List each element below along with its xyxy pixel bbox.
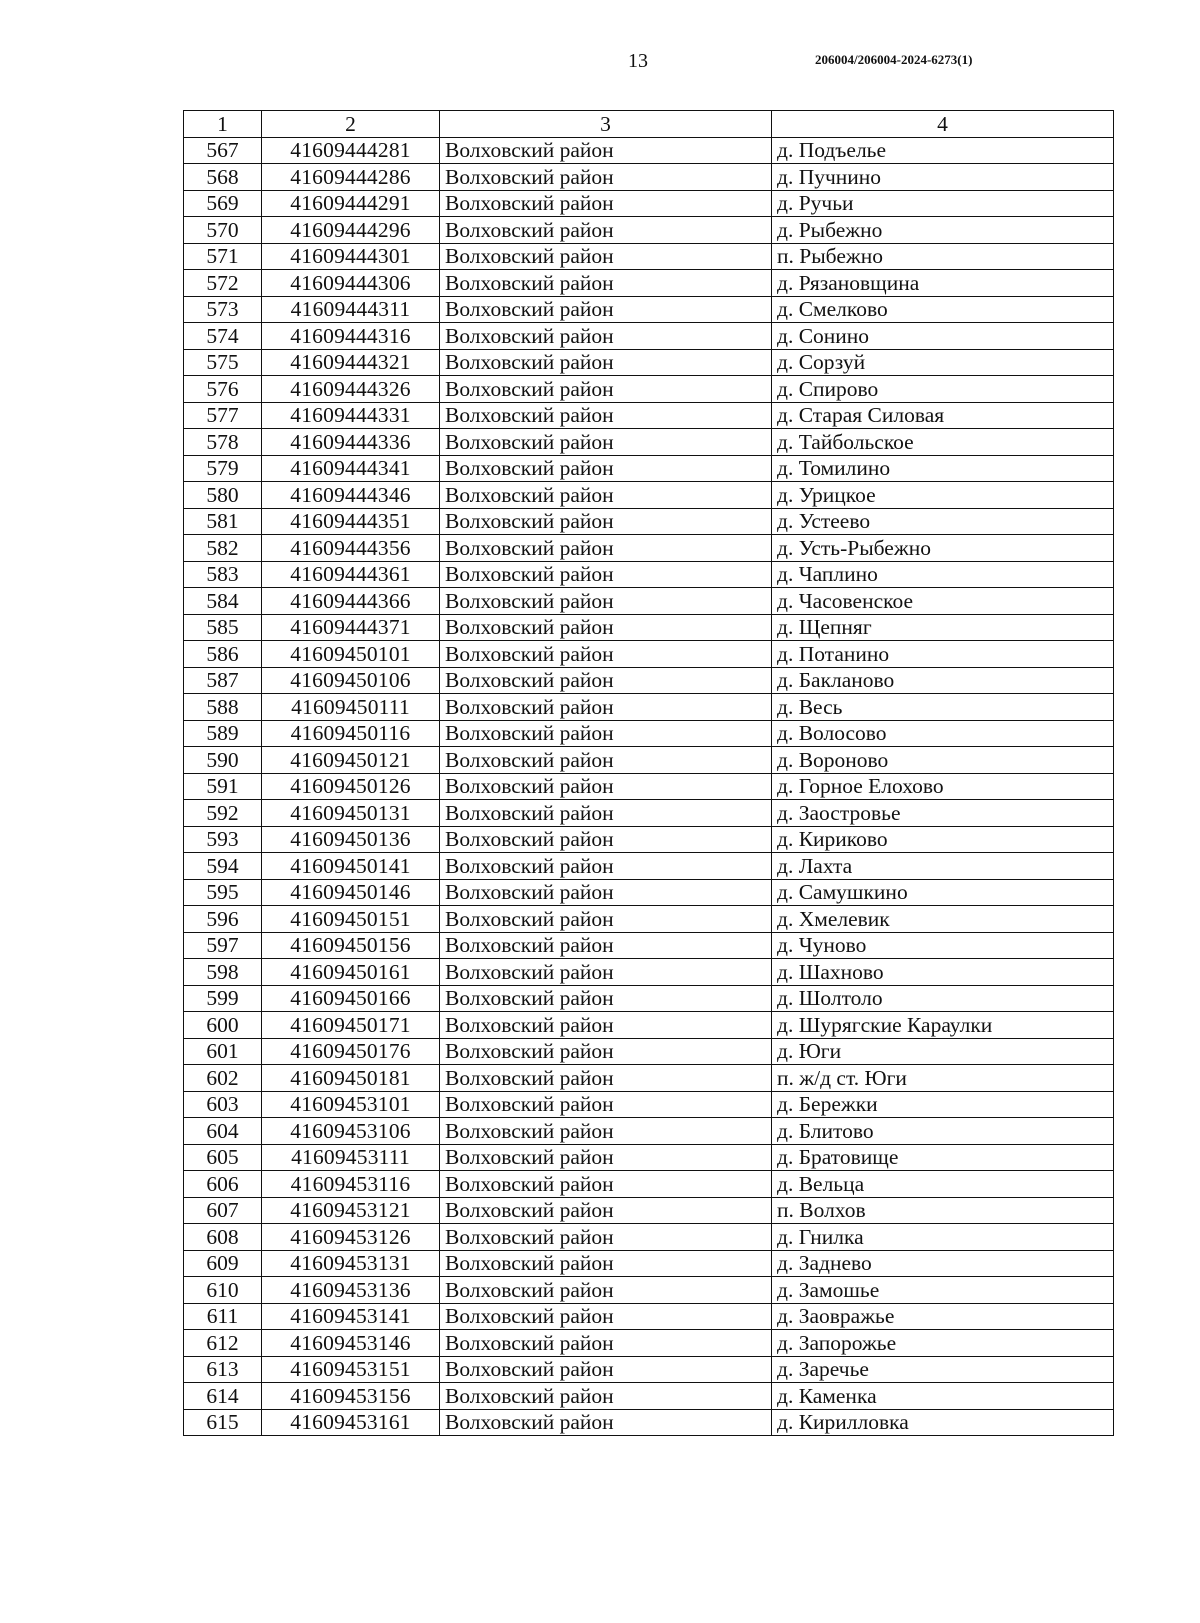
row-number-cell: 581 [184, 508, 262, 535]
settlement-cell: д. Хмелевик [772, 906, 1114, 933]
settlement-cell: д. Весь [772, 694, 1114, 721]
row-number-cell: 613 [184, 1356, 262, 1383]
region-cell: Волховский район [440, 1012, 772, 1039]
table-row [184, 270, 1114, 297]
row-number-cell: 579 [184, 455, 262, 482]
oktmo-code-cell: 41609453111 [262, 1144, 440, 1171]
region-cell: Волховский район [440, 429, 772, 456]
table-row [184, 853, 1114, 880]
table-body [184, 137, 1114, 1436]
settlement-cell: д. Заовражье [772, 1303, 1114, 1330]
settlement-cell: д. Волосово [772, 720, 1114, 747]
oktmo-code-cell: 41609444351 [262, 508, 440, 535]
table-row [184, 1356, 1114, 1383]
row-number-cell: 608 [184, 1224, 262, 1251]
column-header-2: 2 [262, 111, 440, 138]
settlement-cell: д. Бакланово [772, 667, 1114, 694]
oktmo-code-cell: 41609444371 [262, 614, 440, 641]
table-row [184, 217, 1114, 244]
row-number-cell: 580 [184, 482, 262, 509]
row-number-cell: 585 [184, 614, 262, 641]
oktmo-code-cell: 41609450171 [262, 1012, 440, 1039]
table-row [184, 747, 1114, 774]
oktmo-code-cell: 41609444346 [262, 482, 440, 509]
oktmo-code-cell: 41609453126 [262, 1224, 440, 1251]
settlement-cell: д. Юги [772, 1038, 1114, 1065]
region-cell: Волховский район [440, 720, 772, 747]
oktmo-code-cell: 41609444361 [262, 561, 440, 588]
region-cell: Волховский район [440, 482, 772, 509]
settlement-cell: д. Чуново [772, 932, 1114, 959]
region-cell: Волховский район [440, 614, 772, 641]
table-header [184, 111, 1114, 138]
region-cell: Волховский район [440, 879, 772, 906]
row-number-cell: 611 [184, 1303, 262, 1330]
region-cell: Волховский район [440, 641, 772, 668]
row-number-cell: 594 [184, 853, 262, 880]
row-number-cell: 576 [184, 376, 262, 403]
region-cell: Волховский район [440, 243, 772, 270]
oktmo-code-cell: 41609450176 [262, 1038, 440, 1065]
row-number-cell: 578 [184, 429, 262, 456]
region-cell: Волховский район [440, 959, 772, 986]
table-row [184, 482, 1114, 509]
row-number-cell: 589 [184, 720, 262, 747]
row-number-cell: 591 [184, 773, 262, 800]
settlement-cell: д. Сонино [772, 323, 1114, 350]
settlement-cell: д. Спирово [772, 376, 1114, 403]
table-row [184, 694, 1114, 721]
region-cell: Волховский район [440, 270, 772, 297]
region-cell: Волховский район [440, 1224, 772, 1251]
row-number-cell: 574 [184, 323, 262, 350]
settlement-cell: п. ж/д ст. Юги [772, 1065, 1114, 1092]
oktmo-code-cell: 41609450146 [262, 879, 440, 906]
region-cell: Волховский район [440, 1250, 772, 1277]
row-number-cell: 572 [184, 270, 262, 297]
region-cell: Волховский район [440, 667, 772, 694]
table-row [184, 773, 1114, 800]
region-cell: Волховский район [440, 1383, 772, 1410]
row-number-cell: 575 [184, 349, 262, 376]
region-cell: Волховский район [440, 402, 772, 429]
oktmo-code-cell: 41609453161 [262, 1409, 440, 1436]
table-row [184, 1250, 1114, 1277]
oktmo-code-cell: 41609453151 [262, 1356, 440, 1383]
row-number-cell: 567 [184, 137, 262, 164]
oktmo-code-cell: 41609444356 [262, 535, 440, 562]
row-number-cell: 584 [184, 588, 262, 615]
oktmo-code-cell: 41609453106 [262, 1118, 440, 1145]
table-row [184, 800, 1114, 827]
settlement-cell: д. Тайбольское [772, 429, 1114, 456]
oktmo-code-cell: 41609450181 [262, 1065, 440, 1092]
column-header-4: 4 [772, 111, 1114, 138]
oktmo-code-cell: 41609453156 [262, 1383, 440, 1410]
oktmo-code-cell: 41609450141 [262, 853, 440, 880]
column-header-3: 3 [440, 111, 772, 138]
table-row [184, 1091, 1114, 1118]
region-cell: Волховский район [440, 800, 772, 827]
row-number-cell: 571 [184, 243, 262, 270]
row-number-cell: 596 [184, 906, 262, 933]
row-number-cell: 610 [184, 1277, 262, 1304]
row-number-cell: 606 [184, 1171, 262, 1198]
settlement-cell: д. Урицкое [772, 482, 1114, 509]
page-number: 13 [628, 50, 648, 72]
table-row [184, 429, 1114, 456]
oktmo-code-cell: 41609453131 [262, 1250, 440, 1277]
row-number-cell: 612 [184, 1330, 262, 1357]
oktmo-code-cell: 41609444291 [262, 190, 440, 217]
settlement-cell: д. Самушкино [772, 879, 1114, 906]
settlement-cell: п. Рыбежно [772, 243, 1114, 270]
table-row [184, 137, 1114, 164]
row-number-cell: 609 [184, 1250, 262, 1277]
region-cell: Волховский район [440, 773, 772, 800]
row-number-cell: 595 [184, 879, 262, 906]
settlement-cell: д. Ручьи [772, 190, 1114, 217]
oktmo-code-cell: 41609450106 [262, 667, 440, 694]
settlement-cell: д. Щепняг [772, 614, 1114, 641]
table-row [184, 1224, 1114, 1251]
oktmo-code-cell: 41609450116 [262, 720, 440, 747]
region-cell: Волховский район [440, 1065, 772, 1092]
region-cell: Волховский район [440, 1118, 772, 1145]
oktmo-code-cell: 41609444286 [262, 164, 440, 191]
column-header-1: 1 [184, 111, 262, 138]
settlement-cell: д. Шахново [772, 959, 1114, 986]
table-row [184, 588, 1114, 615]
row-number-cell: 586 [184, 641, 262, 668]
oktmo-code-cell: 41609444296 [262, 217, 440, 244]
table-row [184, 906, 1114, 933]
row-number-cell: 601 [184, 1038, 262, 1065]
oktmo-code-cell: 41609453136 [262, 1277, 440, 1304]
settlement-cell: д. Братовище [772, 1144, 1114, 1171]
region-cell: Волховский район [440, 1409, 772, 1436]
row-number-cell: 587 [184, 667, 262, 694]
region-cell: Волховский район [440, 853, 772, 880]
settlement-cell: д. Бережки [772, 1091, 1114, 1118]
table-row [184, 985, 1114, 1012]
oktmo-code-cell: 41609453146 [262, 1330, 440, 1357]
table-row [184, 614, 1114, 641]
settlement-cell: д. Каменка [772, 1383, 1114, 1410]
row-number-cell: 577 [184, 402, 262, 429]
region-cell: Волховский район [440, 296, 772, 323]
settlement-cell: д. Запорожье [772, 1330, 1114, 1357]
settlement-cell: д. Пучнино [772, 164, 1114, 191]
oktmo-code-cell: 41609450101 [262, 641, 440, 668]
oktmo-code-cell: 41609444331 [262, 402, 440, 429]
table-row [184, 1171, 1114, 1198]
row-number-cell: 593 [184, 826, 262, 853]
oktmo-code-cell: 41609450151 [262, 906, 440, 933]
oktmo-code-cell: 41609453141 [262, 1303, 440, 1330]
settlement-cell: д. Усть-Рыбежно [772, 535, 1114, 562]
row-number-cell: 597 [184, 932, 262, 959]
table-row [184, 932, 1114, 959]
row-number-cell: 599 [184, 985, 262, 1012]
table-row [184, 1038, 1114, 1065]
table-row [184, 376, 1114, 403]
row-number-cell: 607 [184, 1197, 262, 1224]
table-row [184, 455, 1114, 482]
table-row [184, 1277, 1114, 1304]
row-number-cell: 590 [184, 747, 262, 774]
region-cell: Волховский район [440, 1038, 772, 1065]
settlement-cell: д. Заостровье [772, 800, 1114, 827]
table-row [184, 296, 1114, 323]
region-cell: Волховский район [440, 826, 772, 853]
region-cell: Волховский район [440, 1091, 772, 1118]
region-cell: Волховский район [440, 376, 772, 403]
settlement-cell: д. Подъелье [772, 137, 1114, 164]
settlement-cell: д. Заречье [772, 1356, 1114, 1383]
settlement-cell: д. Сорзуй [772, 349, 1114, 376]
oktmo-code-cell: 41609450111 [262, 694, 440, 721]
oktmo-code-cell: 41609453101 [262, 1091, 440, 1118]
table-row [184, 1303, 1114, 1330]
row-number-cell: 573 [184, 296, 262, 323]
table-row [184, 1330, 1114, 1357]
row-number-cell: 604 [184, 1118, 262, 1145]
region-cell: Волховский район [440, 1277, 772, 1304]
oktmo-code-cell: 41609444341 [262, 455, 440, 482]
region-cell: Волховский район [440, 455, 772, 482]
row-number-cell: 570 [184, 217, 262, 244]
oktmo-code-cell: 41609450121 [262, 747, 440, 774]
table-row [184, 1144, 1114, 1171]
table-row [184, 667, 1114, 694]
settlement-cell: д. Лахта [772, 853, 1114, 880]
table-row [184, 959, 1114, 986]
settlement-cell: п. Волхов [772, 1197, 1114, 1224]
oktmo-code-cell: 41609444326 [262, 376, 440, 403]
row-number-cell: 600 [184, 1012, 262, 1039]
table-row [184, 826, 1114, 853]
document-id: 206004/206004-2024-6273(1) [815, 52, 973, 67]
table-row [184, 1118, 1114, 1145]
row-number-cell: 602 [184, 1065, 262, 1092]
oktmo-code-cell: 41609450161 [262, 959, 440, 986]
row-number-cell: 603 [184, 1091, 262, 1118]
region-cell: Волховский район [440, 1171, 772, 1198]
settlement-cell: д. Чаплино [772, 561, 1114, 588]
settlement-cell: д. Вороново [772, 747, 1114, 774]
table-row [184, 1012, 1114, 1039]
row-number-cell: 598 [184, 959, 262, 986]
settlement-cell: д. Шурягские Караулки [772, 1012, 1114, 1039]
oktmo-code-cell: 41609450131 [262, 800, 440, 827]
row-number-cell: 605 [184, 1144, 262, 1171]
settlement-cell: д. Рыбежно [772, 217, 1114, 244]
table-row [184, 641, 1114, 668]
table-row [184, 561, 1114, 588]
oktmo-code-cell: 41609444306 [262, 270, 440, 297]
row-number-cell: 568 [184, 164, 262, 191]
oktmo-code-cell: 41609450136 [262, 826, 440, 853]
row-number-cell: 615 [184, 1409, 262, 1436]
region-cell: Волховский район [440, 588, 772, 615]
region-cell: Волховский район [440, 323, 772, 350]
region-cell: Волховский район [440, 985, 772, 1012]
table-row [184, 190, 1114, 217]
settlement-cell: д. Потанино [772, 641, 1114, 668]
settlement-cell: д. Вельца [772, 1171, 1114, 1198]
table-row [184, 164, 1114, 191]
oktmo-code-cell: 41609450166 [262, 985, 440, 1012]
region-cell: Волховский район [440, 561, 772, 588]
oktmo-code-cell: 41609444321 [262, 349, 440, 376]
table-row [184, 535, 1114, 562]
region-cell: Волховский район [440, 906, 772, 933]
settlement-cell: д. Смелково [772, 296, 1114, 323]
oktmo-code-cell: 41609444366 [262, 588, 440, 615]
settlement-cell: д. Заднево [772, 1250, 1114, 1277]
region-cell: Волховский район [440, 1144, 772, 1171]
region-cell: Волховский район [440, 164, 772, 191]
settlement-cell: д. Старая Силовая [772, 402, 1114, 429]
region-cell: Волховский район [440, 932, 772, 959]
region-cell: Волховский район [440, 137, 772, 164]
table-row [184, 508, 1114, 535]
table-row [184, 1065, 1114, 1092]
settlement-cell: д. Шолтоло [772, 985, 1114, 1012]
header-row [184, 111, 1114, 138]
table-row [184, 879, 1114, 906]
table-row [184, 1197, 1114, 1224]
region-cell: Волховский район [440, 190, 772, 217]
settlement-cell: д. Замошье [772, 1277, 1114, 1304]
settlements-table [183, 110, 1114, 1436]
oktmo-code-cell: 41609444336 [262, 429, 440, 456]
settlement-cell: д. Кириково [772, 826, 1114, 853]
row-number-cell: 588 [184, 694, 262, 721]
region-cell: Волховский район [440, 349, 772, 376]
oktmo-code-cell: 41609444311 [262, 296, 440, 323]
region-cell: Волховский район [440, 508, 772, 535]
row-number-cell: 569 [184, 190, 262, 217]
oktmo-code-cell: 41609453121 [262, 1197, 440, 1224]
table-row [184, 402, 1114, 429]
oktmo-code-cell: 41609453116 [262, 1171, 440, 1198]
settlement-cell: д. Часовенское [772, 588, 1114, 615]
table-row [184, 349, 1114, 376]
region-cell: Волховский район [440, 1197, 772, 1224]
region-cell: Волховский район [440, 747, 772, 774]
row-number-cell: 582 [184, 535, 262, 562]
region-cell: Волховский район [440, 1356, 772, 1383]
oktmo-code-cell: 41609444301 [262, 243, 440, 270]
settlement-cell: д. Гнилка [772, 1224, 1114, 1251]
row-number-cell: 614 [184, 1383, 262, 1410]
oktmo-code-cell: 41609450126 [262, 773, 440, 800]
table-row [184, 1409, 1114, 1436]
region-cell: Волховский район [440, 1303, 772, 1330]
oktmo-code-cell: 41609444316 [262, 323, 440, 350]
region-cell: Волховский район [440, 1330, 772, 1357]
settlement-cell: д. Кирилловка [772, 1409, 1114, 1436]
row-number-cell: 592 [184, 800, 262, 827]
oktmo-code-cell: 41609450156 [262, 932, 440, 959]
row-number-cell: 583 [184, 561, 262, 588]
region-cell: Волховский район [440, 535, 772, 562]
table-row [184, 720, 1114, 747]
table-row [184, 243, 1114, 270]
settlement-cell: д. Устеево [772, 508, 1114, 535]
region-cell: Волховский район [440, 694, 772, 721]
region-cell: Волховский район [440, 217, 772, 244]
settlement-cell: д. Горное Елохово [772, 773, 1114, 800]
oktmo-code-cell: 41609444281 [262, 137, 440, 164]
settlement-cell: д. Томилино [772, 455, 1114, 482]
settlement-cell: д. Блитово [772, 1118, 1114, 1145]
table-row [184, 323, 1114, 350]
settlement-cell: д. Рязановщина [772, 270, 1114, 297]
table-row [184, 1383, 1114, 1410]
